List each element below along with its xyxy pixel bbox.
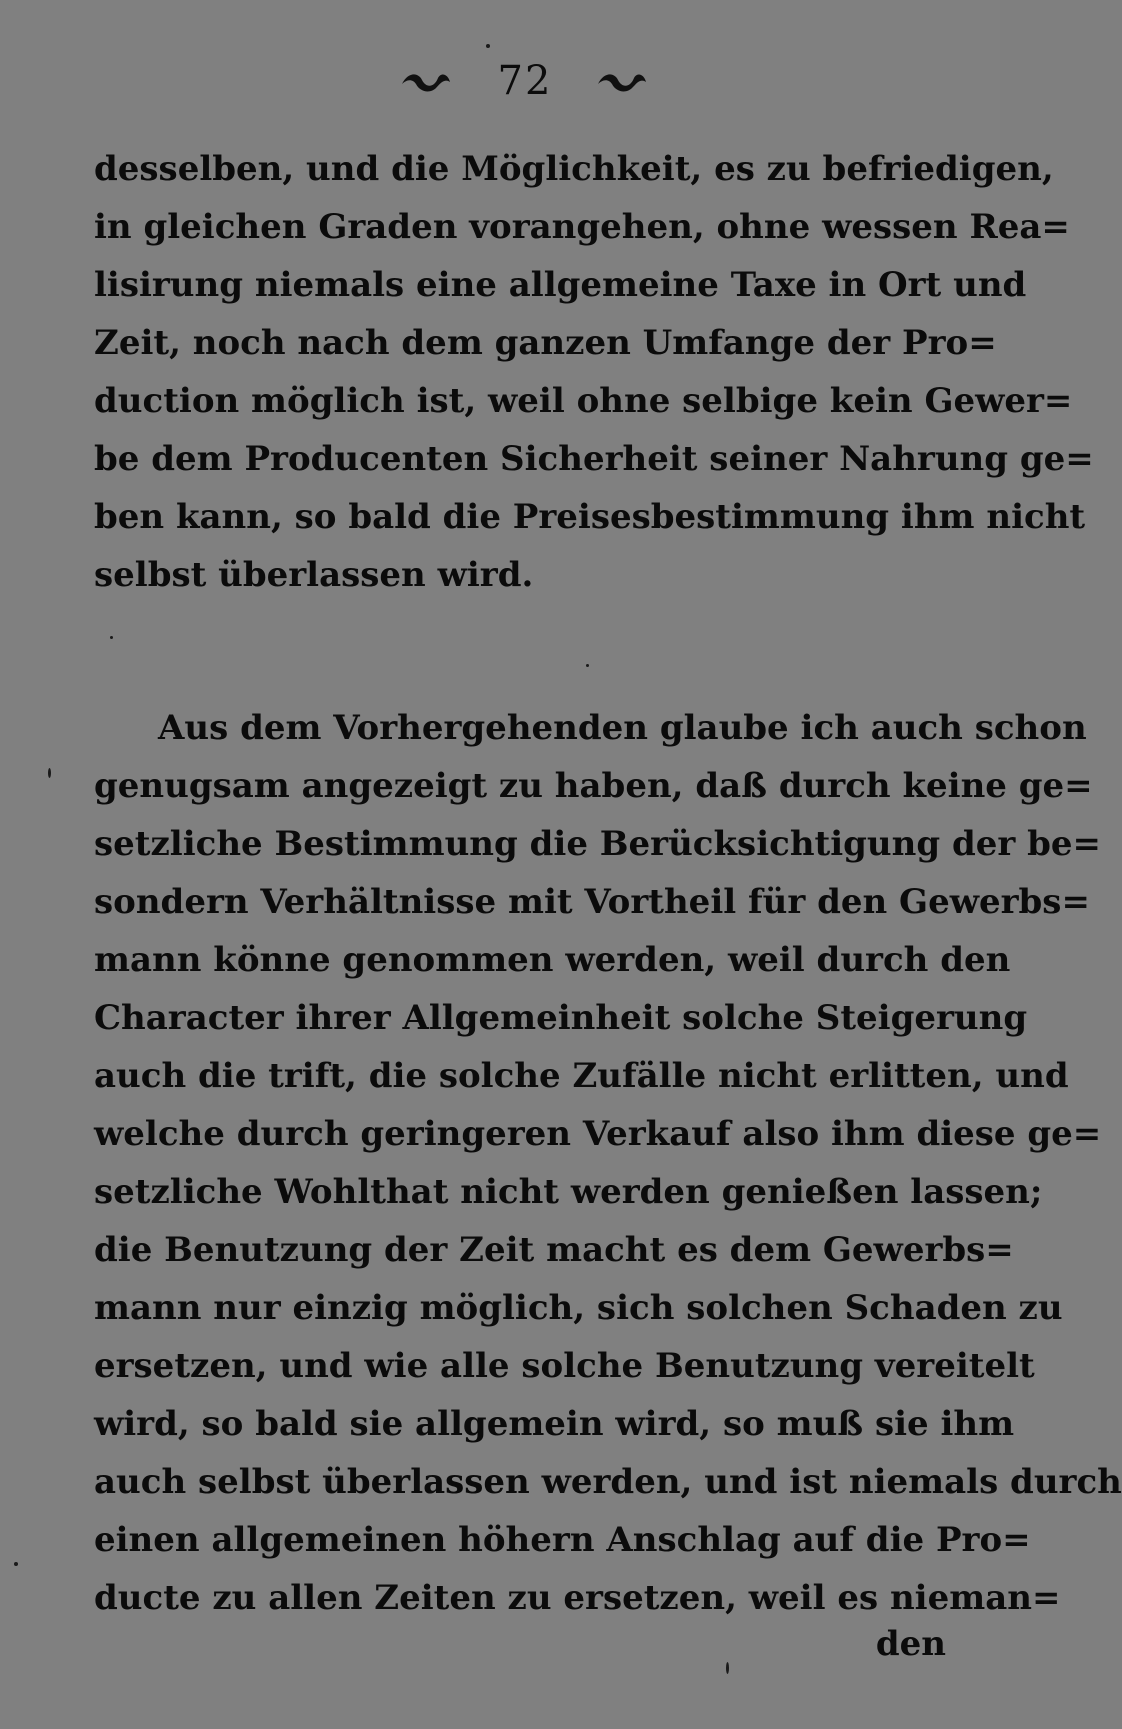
scan-speck	[486, 44, 490, 48]
text-line: genugsam angezeigt zu haben, daß durch keine ge=	[94, 766, 1093, 806]
text-line: einen allgemeinen höhern Anschlag auf die Pro=	[94, 1520, 1031, 1560]
text-line: Zeit, noch nach dem ganzen Umfange der Pro=	[94, 323, 997, 363]
scan-speck	[586, 664, 589, 667]
paragraph-1	[94, 140, 1094, 604]
text-line: wird, so bald sie allgemein wird, so muß sie ihm	[94, 1404, 1015, 1444]
scan-speck	[726, 1662, 729, 1674]
page-header	[0, 58, 1000, 108]
text-line: setzliche Wohlthat nicht werden genießen lassen;	[94, 1172, 1043, 1212]
text-line: ben kann, so bald die Preisesbestimmung ihm nicht	[94, 497, 1086, 537]
text-line: Aus dem Vorhergehenden glaube ich auch schon	[158, 708, 1087, 748]
scan-speck	[14, 1562, 18, 1566]
text-line: setzliche Bestimmung die Berücksichtigung der be=	[94, 824, 1102, 864]
text-line: be dem Producenten Sicherheit seiner Nahrung ge=	[94, 439, 1094, 479]
scroll-ornament-icon	[596, 68, 648, 94]
text-line: auch selbst überlassen werden, und ist niemals durch	[94, 1462, 1122, 1502]
text-line: mann nur einzig möglich, sich solchen Schaden zu	[94, 1288, 1063, 1328]
paragraph-2	[94, 699, 1122, 1627]
text-line: ducte zu allen Zeiten zu ersetzen, weil es nieman=	[94, 1578, 1061, 1618]
text-line: ersetzen, und wie alle solche Benutzung vereitelt	[94, 1346, 1035, 1386]
page-number: 72	[497, 58, 553, 104]
text-line: mann könne genommen werden, weil durch den	[94, 940, 1011, 980]
text-line: auch die trift, die solche Zufälle nicht erlitten, und	[94, 1056, 1069, 1096]
text-line: desselben, und die Möglichkeit, es zu befriedigen,	[94, 149, 1054, 189]
text-line: die Benutzung der Zeit macht es dem Gewerbs=	[94, 1230, 1014, 1270]
paragraph-gap	[94, 604, 950, 699]
scroll-ornament-icon	[400, 68, 452, 94]
scan-speck	[110, 636, 113, 639]
page-body	[94, 140, 1122, 1627]
text-line: duction möglich ist, weil ohne selbige kein Gewer=	[94, 381, 1073, 421]
text-line: sondern Verhältnisse mit Vortheil für den Gewerbs=	[94, 882, 1090, 922]
scan-speck	[48, 768, 51, 778]
text-line: welche durch geringeren Verkauf also ihm diese ge=	[94, 1114, 1102, 1154]
text-line: selbst überlassen wird.	[94, 555, 534, 595]
catchword: den	[875, 1624, 946, 1664]
text-line: in gleichen Graden vorangehen, ohne wessen Rea=	[94, 207, 1070, 247]
text-line: Character ihrer Allgemeinheit solche Steigerung	[94, 998, 1028, 1038]
text-line: lisirung niemals eine allgemeine Taxe in Ort und	[94, 265, 1027, 305]
